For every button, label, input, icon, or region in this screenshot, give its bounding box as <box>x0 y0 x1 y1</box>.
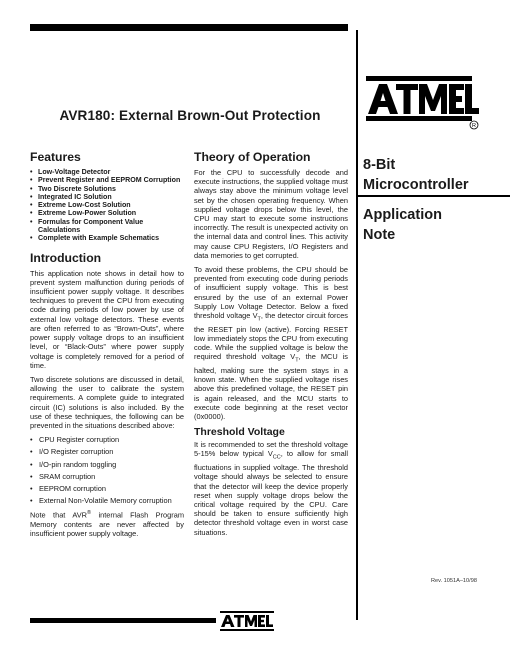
list-item: • External Non-Volatile Memory corruption <box>30 496 184 505</box>
middle-column <box>194 150 348 542</box>
feature-item: • Prevent Register and EEPROM Corruption <box>30 176 184 184</box>
feature-item: • Integrated IC Solution <box>30 193 184 201</box>
introduction-heading: Introduction <box>30 250 102 265</box>
document-title: AVR180: External Brown-Out Protection <box>59 108 321 123</box>
prevented-list <box>30 435 184 505</box>
bottom-rule <box>30 618 216 623</box>
registered-mark: R <box>472 123 476 130</box>
footer-atmel-logo <box>220 610 276 632</box>
feature-item: • Complete with Example Schematics <box>30 234 184 242</box>
column-divider <box>356 30 358 620</box>
flash-note-paragraph: Note that AVR® internal Flash Program Memory contents are never affected by insufficient power supply voltage. <box>30 510 184 539</box>
document-type-title: Application Note <box>363 207 442 243</box>
features-heading: Features <box>30 150 81 164</box>
feature-item: • Extreme Low-Power Solution <box>30 209 184 217</box>
threshold-paragraph: It is recommended to set the threshold voltage 5-15% below typical $V_{CC}$, to allow for small fluctuations in supplied voltage. The threshold voltage should always be selected to ensure that the detector will keep the device properly reset when supply voltage drops below the critical voltage required by the CPU. Care should be taken to ensure sufficiently high detector threshold voltage even in worst case situations. <box>194 440 348 537</box>
list-item: • CPU Register corruption <box>30 435 184 444</box>
atmel-logo <box>362 70 482 130</box>
features-list <box>30 168 184 243</box>
feature-item: • Low-Voltage Detector <box>30 168 184 176</box>
theory-paragraph: For the CPU to successfully decode and execute instructions, the supplied voltage must always stay above the minimum voltage level set by the chosen operating frequency. When supplied voltage drops below this level, the CPU may start to execute some instructions incorrectly. The result is unexpected activity on the internal data and control lines. This activity may cause CPU Registers, I/O Registers and data memories to get corrupted. <box>194 168 348 260</box>
list-item: • SRAM corruption <box>30 472 184 481</box>
list-item: • I/O Register corruption <box>30 447 184 456</box>
feature-item: • Two Discrete Solutions <box>30 185 184 193</box>
left-column <box>30 150 184 543</box>
feature-item: • Extreme Low-Cost Solution <box>30 201 184 209</box>
introduction-paragraph: This application note shows in detail how to prevent system malfunction during periods of insufficient power supply voltage. It describes techniques to prevent the CPU from executing code during periods of low power by use of external low voltage detectors. These events are often referred to as “Brown-Outs”, where power supply voltage drops to an insufficient level, or “Black-Outs” where power supply voltage is completely removed for a period of time. <box>30 268 184 370</box>
revision-label: Rev. 1051A–10/98 <box>431 578 477 584</box>
list-item: • I/O-pin random toggling <box>30 460 184 469</box>
theory-paragraph: To avoid these problems, the CPU should be prevented from executing code during periods of insufficient supply voltage. This is best ensured by the use of an external Power Supply Low Voltage Detector. Below a fixed threshold voltage $V_T$, the detector circuit forces the RESET pin low (active). Forcing RESET low immediately stops the CPU from executing code. While the supplied voltage is below the required threshold voltage $V_T$, the MCU is halted, making sure the system stays in a known state. When the supplied voltage rises above this predefined voltage, the RESET pin is again released, and the MCU starts to execute code beginning at the reset vector (0x0000). <box>194 265 348 422</box>
introduction-paragraph: Two discrete solutions are discussed in detail, allowing the user to calibrate the system requirements. A complete guide to integrated circuit (IC) solutions is also included. By the use of these techniques, the following can be prevented in the situations described above: <box>30 374 184 430</box>
top-rule <box>30 24 348 31</box>
sidebar-divider <box>357 195 510 197</box>
theory-heading: Theory of Operation <box>194 150 311 164</box>
list-item: • EEPROM corruption <box>30 484 184 493</box>
product-family-title: 8-Bit Microcontroller <box>363 157 469 193</box>
feature-item: • Formulas for Component Value Calculations <box>30 218 184 235</box>
threshold-heading: Threshold Voltage <box>194 426 285 439</box>
